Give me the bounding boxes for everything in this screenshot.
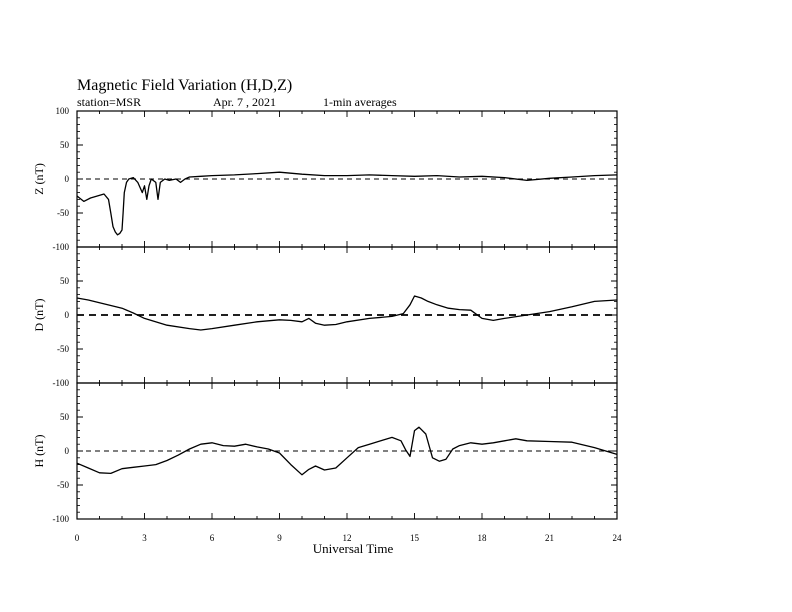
- x-tick-label: 15: [410, 533, 419, 543]
- y-tick-label: -100: [52, 378, 69, 388]
- y-tick-label: 50: [60, 276, 69, 286]
- y-tick-label: 0: [64, 174, 69, 184]
- x-tick-label: 21: [545, 533, 554, 543]
- y-tick-label: 100: [55, 106, 69, 116]
- y-tick-label: -50: [57, 208, 69, 218]
- panel-H: [32, 383, 617, 524]
- y-axis-label-D: D (nT): [32, 298, 46, 332]
- panel-Z: [32, 106, 617, 252]
- y-tick-label: 0: [64, 446, 69, 456]
- chart-title: Magnetic Field Variation (H,D,Z): [77, 77, 293, 94]
- x-tick-label: 0: [74, 533, 80, 543]
- panel-D: [32, 247, 617, 388]
- x-tick-label: 18: [477, 533, 487, 543]
- averaging-label: 1-min averages: [323, 95, 397, 109]
- x-tick-label: 6: [209, 533, 215, 543]
- x-tick-label: 12: [342, 533, 352, 543]
- y-tick-label: 50: [60, 140, 69, 150]
- y-tick-label: -100: [52, 514, 69, 524]
- x-axis-label: Universal Time: [312, 541, 394, 556]
- y-tick-label: -50: [57, 344, 69, 354]
- series-line-Z: [77, 172, 617, 235]
- y-tick-label: 50: [60, 412, 69, 422]
- panels-group: [32, 106, 617, 524]
- station-label: station=MSR: [77, 95, 142, 109]
- x-tick-label: 3: [142, 533, 147, 543]
- y-axis-label-H: H (nT): [32, 434, 46, 468]
- date-label: Apr. 7 , 2021: [213, 95, 276, 109]
- y-tick-label: -50: [57, 480, 69, 490]
- y-tick-label: 0: [64, 310, 69, 320]
- x-tick-label: 9: [277, 533, 282, 543]
- y-tick-label: -100: [52, 242, 69, 252]
- x-tick-label: 24: [612, 533, 622, 543]
- series-line-D: [77, 296, 617, 330]
- y-axis-label-Z: Z (nT): [32, 163, 46, 195]
